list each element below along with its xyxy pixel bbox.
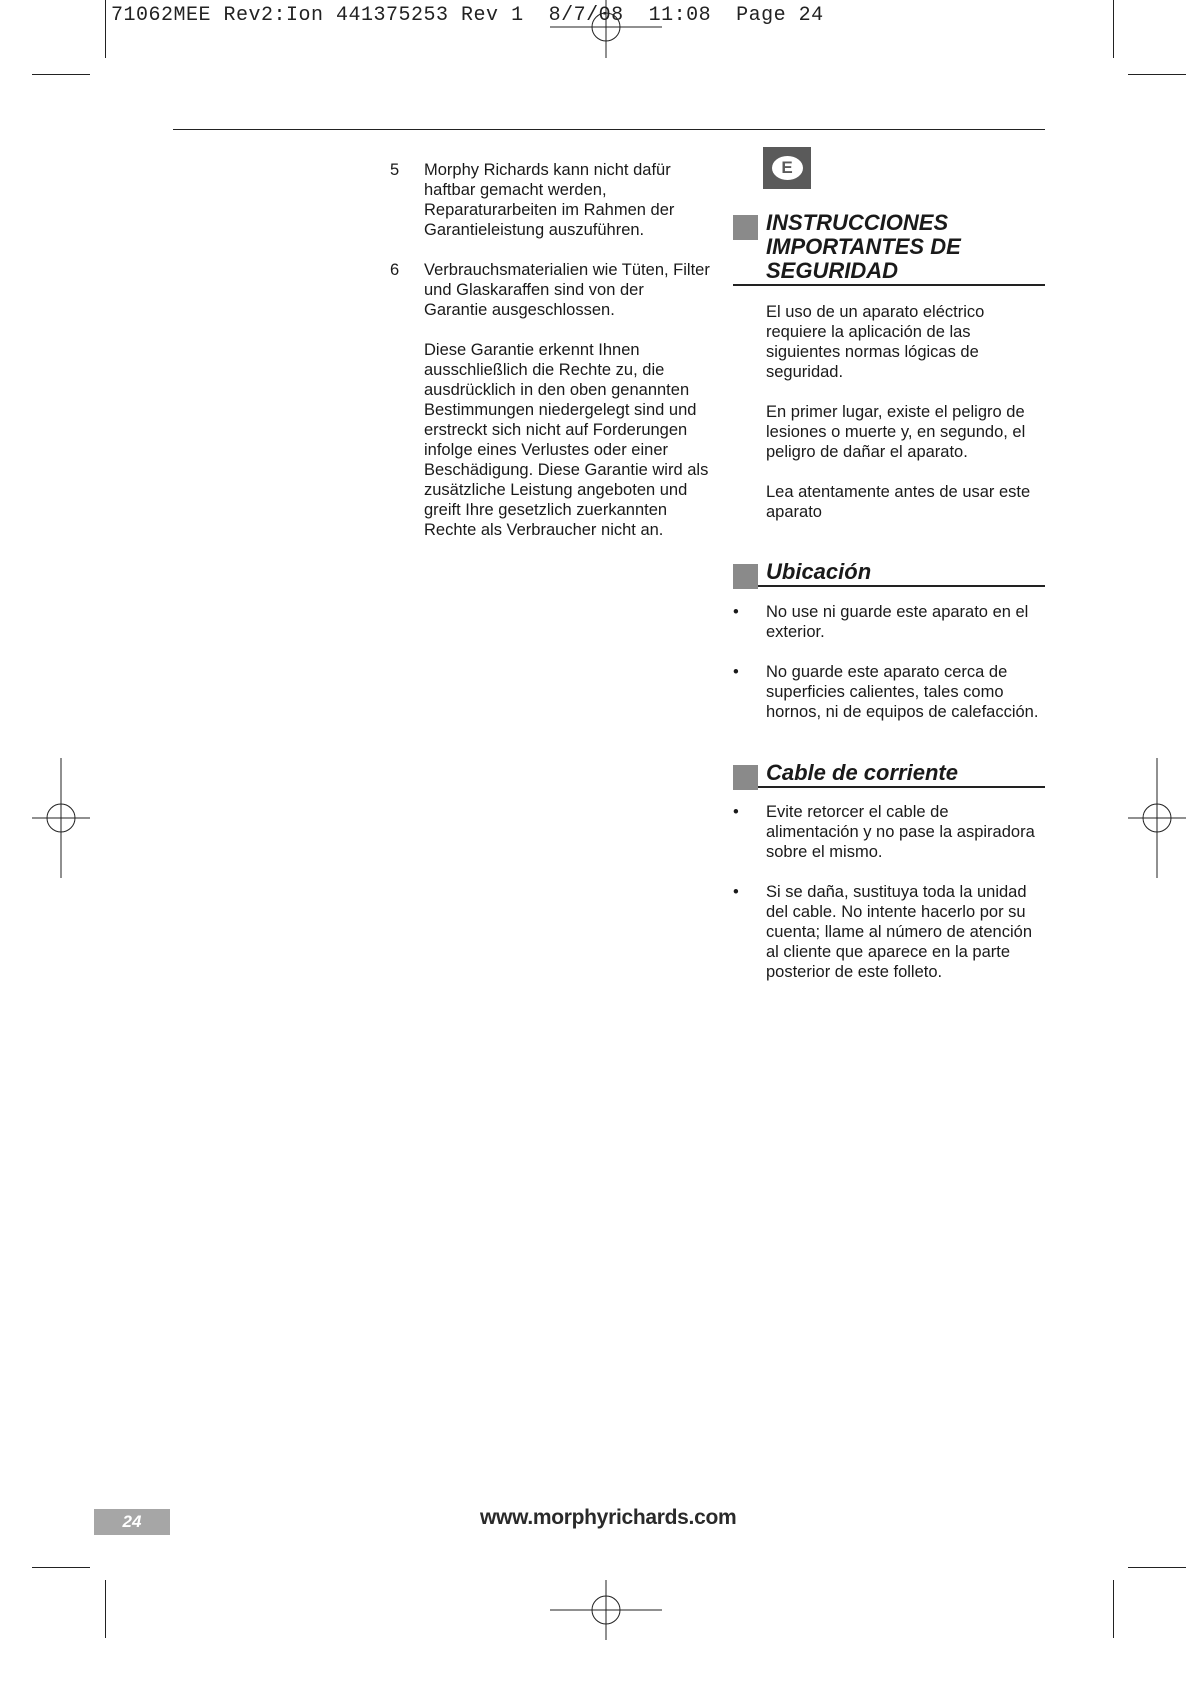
bullet-text: No guarde este aparato cerca de superficies calientes, tales como hornos, ni de equipos de calefacción.	[766, 663, 1039, 721]
list-item	[733, 882, 1045, 982]
bullet-text: Evite retorcer el cable de alimentación y no pase la aspiradora sobre el mismo.	[766, 803, 1035, 861]
bullet-text: No use ni guarde este aparato en el exterior.	[766, 603, 1029, 641]
language-badge-label: E	[772, 156, 803, 180]
power-cable-list	[733, 802, 1045, 1002]
safety-title: INSTRUCCIONES IMPORTANTES DE SEGURIDAD	[766, 210, 961, 283]
power-cable-title: Cable de corriente	[766, 760, 958, 785]
crop-mark	[32, 1567, 90, 1568]
list-item	[733, 602, 1045, 642]
list-item	[733, 662, 1045, 722]
crop-mark	[105, 0, 106, 58]
crop-mark	[32, 74, 90, 75]
bullet-icon: •	[733, 603, 739, 621]
bullet-text: Si se daña, sustituya toda la unidad del cable. No intente hacerlo por su cuenta; llame al número de atención al cliente que aparece en la parte posterior de este folleto.	[766, 883, 1032, 981]
website-url: www.morphyrichards.com	[480, 1506, 737, 1529]
registration-mark-icon	[550, 0, 662, 58]
crop-mark	[105, 1580, 106, 1638]
heading-square-icon	[733, 215, 758, 240]
crop-mark	[1128, 1567, 1186, 1568]
heading-square-icon	[733, 564, 758, 589]
crop-mark	[1128, 74, 1186, 75]
crop-mark	[1113, 0, 1114, 58]
registration-mark-icon	[550, 1580, 662, 1640]
list-item	[390, 260, 710, 320]
item-number: 6	[390, 261, 400, 279]
list-item	[390, 160, 710, 240]
warranty-paragraph: Diese Garantie erkennt Ihnen ausschließlich die Rechte zu, die ausdrücklich in den oben genannten Bestimmungen niedergelegt sind und erstreckt sich nicht auf Forderungen infolge eines Verlustes oder einer Beschädigung. Diese Garantie wird als zusätzliche Leistung angeboten und greift Ihre gesetzlich zuerkannten Rechte als Verbraucher nicht an.	[424, 341, 709, 539]
crop-mark	[1113, 1580, 1114, 1638]
item-number: 5	[390, 161, 400, 179]
location-title: Ubicación	[766, 559, 872, 584]
location-list	[733, 602, 1045, 742]
page-number: 24	[94, 1509, 170, 1535]
safety-paragraph: Lea atentamente antes de usar este aparato	[766, 483, 1031, 521]
power-cable-heading	[733, 761, 1045, 788]
location-heading	[733, 560, 1045, 587]
safety-intro	[766, 302, 1045, 542]
language-badge	[763, 147, 811, 189]
item-text: Verbrauchsmaterialien wie Tüten, Filter und Glaskaraffen sind von der Garantie ausgeschlossen.	[424, 261, 710, 319]
safety-heading	[733, 211, 1045, 286]
registration-mark-icon	[32, 758, 90, 878]
item-text: Morphy Richards kann nicht dafür haftbar gemacht werden, Reparaturarbeiten im Rahmen der Garantieleistung auszuführen.	[424, 161, 675, 239]
safety-paragraph: El uso de un aparato eléctrico requiere la aplicación de las siguientes normas lógicas de seguridad.	[766, 303, 985, 381]
print-slug-line: 71062MEE Rev2:Ion 441375253 Rev 1 8/7/08 11:08 Page 24	[111, 4, 824, 27]
safety-paragraph: En primer lugar, existe el peligro de lesiones o muerte y, en segundo, el peligro de dañar el aparato.	[766, 403, 1026, 461]
bullet-icon: •	[733, 663, 739, 681]
warranty-column	[390, 160, 710, 560]
registration-mark-icon	[1128, 758, 1186, 878]
list-item	[733, 802, 1045, 862]
bullet-icon: •	[733, 803, 739, 821]
heading-square-icon	[733, 765, 758, 790]
bullet-icon: •	[733, 883, 739, 901]
header-rule	[173, 129, 1045, 130]
